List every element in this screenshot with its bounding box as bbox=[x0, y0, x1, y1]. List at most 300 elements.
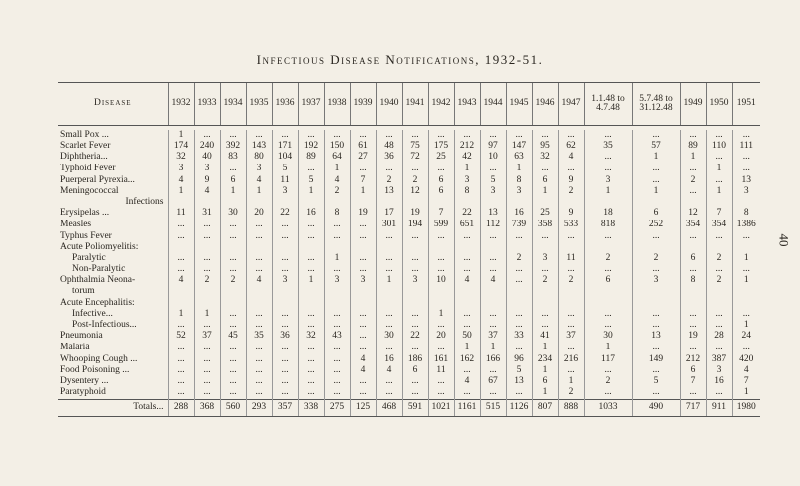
table-row bbox=[58, 387, 760, 399]
table-cell: 6 bbox=[220, 175, 246, 186]
table-cell: 83 bbox=[220, 152, 246, 163]
row-label: Whooping Cough ... bbox=[60, 353, 138, 364]
table-cell: 3 bbox=[324, 275, 350, 286]
table-cell: 9 bbox=[558, 208, 584, 219]
table-cell bbox=[680, 287, 706, 298]
table-cell: 2 bbox=[706, 275, 732, 286]
table-cell: ... bbox=[194, 376, 220, 387]
table-cell: 212 bbox=[454, 141, 480, 152]
table-cell: ... bbox=[298, 309, 324, 320]
table-cell bbox=[480, 298, 506, 309]
table-cell: ... bbox=[298, 253, 324, 264]
table-cell: 807 bbox=[532, 399, 558, 416]
table-cell: ... bbox=[168, 320, 194, 331]
table-cell bbox=[324, 298, 350, 309]
column-header-period: 1947 bbox=[558, 83, 584, 126]
table-cell: 48 bbox=[376, 141, 402, 152]
table-cell: ... bbox=[350, 130, 376, 141]
column-header-period: 1950 bbox=[706, 83, 732, 126]
table-cell: ... bbox=[506, 309, 532, 320]
table-cell: ... bbox=[532, 264, 558, 275]
table-cell bbox=[732, 298, 760, 309]
table-cell bbox=[632, 197, 680, 208]
table-cell: ... bbox=[454, 264, 480, 275]
table-cell: ... bbox=[298, 365, 324, 376]
table-cell: ... bbox=[584, 164, 632, 175]
table-cell bbox=[532, 298, 558, 309]
table-cell: 19 bbox=[680, 331, 706, 342]
table-row bbox=[58, 208, 760, 219]
table-cell bbox=[480, 197, 506, 208]
table-cell: 11 bbox=[168, 208, 194, 219]
table-cell: 7 bbox=[350, 175, 376, 186]
table-cell: ... bbox=[428, 343, 454, 354]
table-cell: ... bbox=[246, 253, 272, 264]
table-cell: 150 bbox=[324, 141, 350, 152]
table-cell: 1 bbox=[376, 275, 402, 286]
table-cell: ... bbox=[706, 231, 732, 242]
table-cell: ... bbox=[732, 231, 760, 242]
row-label: Dysentery ... bbox=[60, 376, 109, 386]
table-cell: 1 bbox=[706, 186, 732, 197]
table-cell: ... bbox=[272, 365, 298, 376]
table-cell bbox=[298, 197, 324, 208]
table-cell: ... bbox=[454, 253, 480, 264]
column-header-period: 1949 bbox=[680, 83, 706, 126]
table-cell: 1 bbox=[584, 343, 632, 354]
table-cell bbox=[480, 287, 506, 298]
table-cell: 2 bbox=[532, 275, 558, 286]
table-cell: ... bbox=[220, 220, 246, 231]
table-cell: ... bbox=[506, 387, 532, 399]
table-cell: ... bbox=[506, 275, 532, 286]
table-cell bbox=[732, 242, 760, 253]
table-cell: 1 bbox=[532, 387, 558, 399]
table-cell bbox=[506, 242, 532, 253]
table-cell: ... bbox=[402, 320, 428, 331]
table-cell: ... bbox=[168, 264, 194, 275]
table-cell: 3 bbox=[480, 186, 506, 197]
table-cell bbox=[298, 298, 324, 309]
table-cell bbox=[194, 287, 220, 298]
table-cell: ... bbox=[632, 309, 680, 320]
table-cell: 19 bbox=[350, 208, 376, 219]
table-cell: ... bbox=[350, 309, 376, 320]
table-cell: ... bbox=[706, 264, 732, 275]
table-cell: 13 bbox=[506, 376, 532, 387]
table-cell: ... bbox=[324, 264, 350, 275]
table-cell: 5 bbox=[632, 376, 680, 387]
table-cell: 1 bbox=[454, 343, 480, 354]
table-cell bbox=[632, 298, 680, 309]
table-cell bbox=[350, 287, 376, 298]
row-label: Infective... bbox=[72, 309, 113, 319]
table-cell: 533 bbox=[558, 220, 584, 231]
table-cell: ... bbox=[376, 320, 402, 331]
table-cell: 12 bbox=[680, 208, 706, 219]
table-cell: ... bbox=[428, 376, 454, 387]
table-cell bbox=[532, 242, 558, 253]
table-cell: 3 bbox=[272, 275, 298, 286]
table-cell: ... bbox=[350, 343, 376, 354]
table-row bbox=[58, 298, 760, 309]
table-cell: ... bbox=[350, 387, 376, 399]
table-cell bbox=[350, 242, 376, 253]
table-cell: ... bbox=[324, 354, 350, 365]
table-cell: ... bbox=[194, 264, 220, 275]
table-cell bbox=[220, 298, 246, 309]
table-cell: 1 bbox=[324, 164, 350, 175]
table-cell: 143 bbox=[246, 141, 272, 152]
table-cell bbox=[532, 287, 558, 298]
table-cell: 1 bbox=[298, 275, 324, 286]
table-cell: 6 bbox=[532, 175, 558, 186]
table-cell: ... bbox=[454, 231, 480, 242]
table-cell: 1 bbox=[324, 253, 350, 264]
table-cell bbox=[680, 197, 706, 208]
table-cell: ... bbox=[350, 253, 376, 264]
table-cell bbox=[246, 197, 272, 208]
table-cell bbox=[454, 298, 480, 309]
table-cell: 1 bbox=[532, 186, 558, 197]
table-cell: 490 bbox=[632, 399, 680, 416]
table-row bbox=[58, 175, 760, 186]
table-cell: ... bbox=[220, 253, 246, 264]
table-cell: 104 bbox=[272, 152, 298, 163]
table-cell: 252 bbox=[632, 220, 680, 231]
table-cell: 4 bbox=[168, 275, 194, 286]
table-cell: ... bbox=[168, 376, 194, 387]
table-cell: 35 bbox=[246, 331, 272, 342]
table-cell: 3 bbox=[402, 275, 428, 286]
table-row bbox=[58, 343, 760, 354]
table-cell: ... bbox=[194, 231, 220, 242]
table-cell: 1 bbox=[558, 376, 584, 387]
table-cell: ... bbox=[220, 343, 246, 354]
table-cell: ... bbox=[402, 343, 428, 354]
row-label: Pneumonia bbox=[60, 331, 103, 342]
table-cell bbox=[732, 197, 760, 208]
table-cell: 95 bbox=[532, 141, 558, 152]
table-cell bbox=[298, 287, 324, 298]
table-cell: ... bbox=[706, 320, 732, 331]
table-cell: ... bbox=[706, 343, 732, 354]
table-cell bbox=[584, 242, 632, 253]
table-cell: 1 bbox=[632, 152, 680, 163]
row-label: Paralytic bbox=[72, 253, 106, 263]
table-cell: 111 bbox=[732, 141, 760, 152]
column-header-period: 1933 bbox=[194, 83, 220, 126]
table-cell: 16 bbox=[706, 376, 732, 387]
table-cell: ... bbox=[532, 130, 558, 141]
table-cell: 186 bbox=[402, 354, 428, 365]
table-cell: 5 bbox=[298, 175, 324, 186]
table-cell: 357 bbox=[272, 399, 298, 416]
table-cell: 1 bbox=[632, 186, 680, 197]
table-cell: ... bbox=[632, 387, 680, 399]
row-label: Totals... bbox=[58, 399, 168, 416]
table-cell: 1 bbox=[428, 309, 454, 320]
table-cell: ... bbox=[220, 354, 246, 365]
table-cell: 6 bbox=[402, 365, 428, 376]
table-cell: ... bbox=[272, 130, 298, 141]
table-cell: ... bbox=[246, 320, 272, 331]
table-cell: 3 bbox=[350, 275, 376, 286]
table-cell: 43 bbox=[324, 331, 350, 342]
table-cell: 2 bbox=[558, 275, 584, 286]
table-cell bbox=[402, 242, 428, 253]
table-cell: 61 bbox=[350, 141, 376, 152]
table-cell bbox=[402, 298, 428, 309]
column-header-disease: Disease bbox=[58, 83, 168, 126]
row-label: Puerperal Pyrexia... bbox=[60, 174, 135, 185]
table-cell: ... bbox=[480, 365, 506, 376]
table-cell: ... bbox=[298, 220, 324, 231]
table-cell: ... bbox=[680, 164, 706, 175]
table-cell: 591 bbox=[402, 399, 428, 416]
table-cell: ... bbox=[632, 365, 680, 376]
table-cell: 50 bbox=[454, 331, 480, 342]
table-cell: ... bbox=[480, 309, 506, 320]
table-cell: 4 bbox=[454, 376, 480, 387]
table-cell: ... bbox=[194, 220, 220, 231]
table-cell: 560 bbox=[220, 399, 246, 416]
table-cell: ... bbox=[454, 320, 480, 331]
table-cell: 42 bbox=[454, 152, 480, 163]
table-cell: 7 bbox=[680, 376, 706, 387]
table-cell: ... bbox=[454, 387, 480, 399]
table-cell: 2 bbox=[584, 253, 632, 264]
table-cell: ... bbox=[428, 231, 454, 242]
table-cell: 1 bbox=[732, 320, 760, 331]
table-cell bbox=[298, 242, 324, 253]
table-cell: ... bbox=[272, 320, 298, 331]
table-cell: ... bbox=[350, 231, 376, 242]
table-cell bbox=[220, 197, 246, 208]
table-cell: ... bbox=[680, 130, 706, 141]
table-cell: 420 bbox=[732, 354, 760, 365]
table-cell bbox=[558, 298, 584, 309]
table-cell: 1021 bbox=[428, 399, 454, 416]
table-cell: 6 bbox=[428, 175, 454, 186]
table-cell: ... bbox=[324, 387, 350, 399]
table-cell: ... bbox=[402, 231, 428, 242]
table-cell bbox=[454, 287, 480, 298]
table-cell bbox=[506, 298, 532, 309]
table-cell: ... bbox=[168, 354, 194, 365]
table-cell: ... bbox=[454, 309, 480, 320]
table-cell: ... bbox=[298, 354, 324, 365]
table-cell bbox=[220, 242, 246, 253]
table-cell: ... bbox=[272, 220, 298, 231]
table-cell: ... bbox=[324, 376, 350, 387]
row-label: torum bbox=[72, 286, 95, 297]
table-cell: ... bbox=[376, 130, 402, 141]
table-cell bbox=[194, 242, 220, 253]
table-cell bbox=[168, 197, 194, 208]
table-cell: 4 bbox=[324, 175, 350, 186]
table-cell: 1 bbox=[454, 164, 480, 175]
table-cell: ... bbox=[680, 387, 706, 399]
table-cell bbox=[350, 197, 376, 208]
table-cell: 338 bbox=[298, 399, 324, 416]
row-label: Acute Encephalitis: bbox=[60, 297, 135, 308]
table-row bbox=[58, 365, 760, 376]
table-cell: 4 bbox=[246, 275, 272, 286]
table-cell: ... bbox=[272, 387, 298, 399]
table-cell: 358 bbox=[532, 220, 558, 231]
table-cell: ... bbox=[584, 309, 632, 320]
table-cell: 11 bbox=[272, 175, 298, 186]
table-cell: ... bbox=[246, 387, 272, 399]
table-row bbox=[58, 253, 760, 264]
table-cell: 6 bbox=[680, 365, 706, 376]
table-cell: 161 bbox=[428, 354, 454, 365]
row-label: Ophthalmia Neona- bbox=[60, 275, 136, 286]
row-label: Measles bbox=[60, 219, 92, 230]
table-cell bbox=[168, 242, 194, 253]
table-cell: ... bbox=[680, 309, 706, 320]
table-cell: 651 bbox=[454, 220, 480, 231]
table-cell: 1386 bbox=[732, 220, 760, 231]
table-cell: ... bbox=[428, 387, 454, 399]
table-cell: 11 bbox=[428, 365, 454, 376]
table-cell: 212 bbox=[680, 354, 706, 365]
table-cell: 911 bbox=[706, 399, 732, 416]
table-cell: 4 bbox=[168, 175, 194, 186]
table-cell: ... bbox=[272, 343, 298, 354]
table-cell: ... bbox=[428, 253, 454, 264]
table-cell: 64 bbox=[324, 152, 350, 163]
table-cell: ... bbox=[350, 220, 376, 231]
table-cell: 368 bbox=[194, 399, 220, 416]
table-cell: ... bbox=[220, 365, 246, 376]
table-cell: 10 bbox=[480, 152, 506, 163]
table-cell: ... bbox=[558, 320, 584, 331]
table-cell: ... bbox=[558, 343, 584, 354]
column-header-period: 5.7.48 to 31.12.48 bbox=[632, 83, 680, 126]
header-row bbox=[58, 83, 760, 126]
table-cell: ... bbox=[584, 152, 632, 163]
row-label: Acute Poliomyelitis: bbox=[60, 241, 139, 252]
table-cell: 16 bbox=[376, 354, 402, 365]
table-cell: ... bbox=[246, 376, 272, 387]
row-label: Small Pox ... bbox=[60, 130, 109, 140]
table-cell: 1 bbox=[168, 186, 194, 197]
table-cell: 4 bbox=[558, 152, 584, 163]
table-cell: 5 bbox=[480, 175, 506, 186]
table-cell: ... bbox=[506, 231, 532, 242]
column-header-period: 1945 bbox=[506, 83, 532, 126]
column-header-period: 1939 bbox=[350, 83, 376, 126]
table-cell: 41 bbox=[532, 331, 558, 342]
table-cell: ... bbox=[480, 231, 506, 242]
table-cell bbox=[558, 287, 584, 298]
table-cell: ... bbox=[324, 309, 350, 320]
table-cell: 1126 bbox=[506, 399, 532, 416]
table-cell: ... bbox=[220, 231, 246, 242]
table-cell bbox=[272, 197, 298, 208]
table-cell: ... bbox=[532, 320, 558, 331]
table-cell: 62 bbox=[558, 141, 584, 152]
table-cell: 3 bbox=[272, 186, 298, 197]
table-cell: ... bbox=[350, 331, 376, 342]
table-cell bbox=[376, 197, 402, 208]
table-cell: ... bbox=[246, 365, 272, 376]
table-cell: ... bbox=[632, 175, 680, 186]
table-cell: 7 bbox=[732, 376, 760, 387]
table-cell: ... bbox=[480, 130, 506, 141]
table-cell: 8 bbox=[454, 186, 480, 197]
table-cell bbox=[584, 197, 632, 208]
table-cell: 2 bbox=[558, 186, 584, 197]
table-cell: ... bbox=[558, 264, 584, 275]
table-cell: ... bbox=[506, 320, 532, 331]
table-cell: ... bbox=[298, 264, 324, 275]
table-cell: 89 bbox=[298, 152, 324, 163]
table-cell: 3 bbox=[732, 186, 760, 197]
table-cell: ... bbox=[428, 130, 454, 141]
table-cell: 2 bbox=[706, 253, 732, 264]
table-cell: 45 bbox=[220, 331, 246, 342]
table-cell: 4 bbox=[194, 186, 220, 197]
table-cell: ... bbox=[402, 130, 428, 141]
column-header-period: 1944 bbox=[480, 83, 506, 126]
table-cell: ... bbox=[246, 231, 272, 242]
table-cell: 24 bbox=[732, 331, 760, 342]
table-cell: ... bbox=[298, 343, 324, 354]
row-label: Typhus Fever bbox=[60, 230, 112, 241]
table-cell: ... bbox=[194, 354, 220, 365]
table-cell: ... bbox=[272, 231, 298, 242]
table-cell: 22 bbox=[454, 208, 480, 219]
table-cell: ... bbox=[194, 343, 220, 354]
table-cell: 3 bbox=[506, 186, 532, 197]
table-cell: ... bbox=[428, 164, 454, 175]
table-cell: 888 bbox=[558, 399, 584, 416]
table-cell: ... bbox=[168, 365, 194, 376]
table-cell: ... bbox=[220, 320, 246, 331]
table-cell: 739 bbox=[506, 220, 532, 231]
table-cell: 2 bbox=[506, 253, 532, 264]
table-cell: ... bbox=[298, 164, 324, 175]
table-cell bbox=[428, 242, 454, 253]
table-cell: ... bbox=[220, 264, 246, 275]
table-cell: ... bbox=[246, 309, 272, 320]
table-cell: 6 bbox=[428, 186, 454, 197]
table-cell: ... bbox=[732, 343, 760, 354]
table-cell bbox=[584, 287, 632, 298]
table-cell: 27 bbox=[350, 152, 376, 163]
table-cell: ... bbox=[584, 387, 632, 399]
table-cell: ... bbox=[376, 253, 402, 264]
table-cell: 3 bbox=[632, 275, 680, 286]
table-cell: 2 bbox=[680, 175, 706, 186]
table-cell bbox=[506, 197, 532, 208]
table-cell: ... bbox=[220, 164, 246, 175]
table-cell: 387 bbox=[706, 354, 732, 365]
table-cell bbox=[272, 242, 298, 253]
table-cell: 3 bbox=[168, 164, 194, 175]
table-cell: ... bbox=[558, 164, 584, 175]
notifications-table bbox=[58, 82, 760, 417]
table-cell: ... bbox=[706, 130, 732, 141]
table-row bbox=[58, 164, 760, 175]
table-cell: ... bbox=[732, 264, 760, 275]
table-cell: 6 bbox=[584, 275, 632, 286]
table-cell: ... bbox=[324, 320, 350, 331]
table-cell: ... bbox=[168, 231, 194, 242]
